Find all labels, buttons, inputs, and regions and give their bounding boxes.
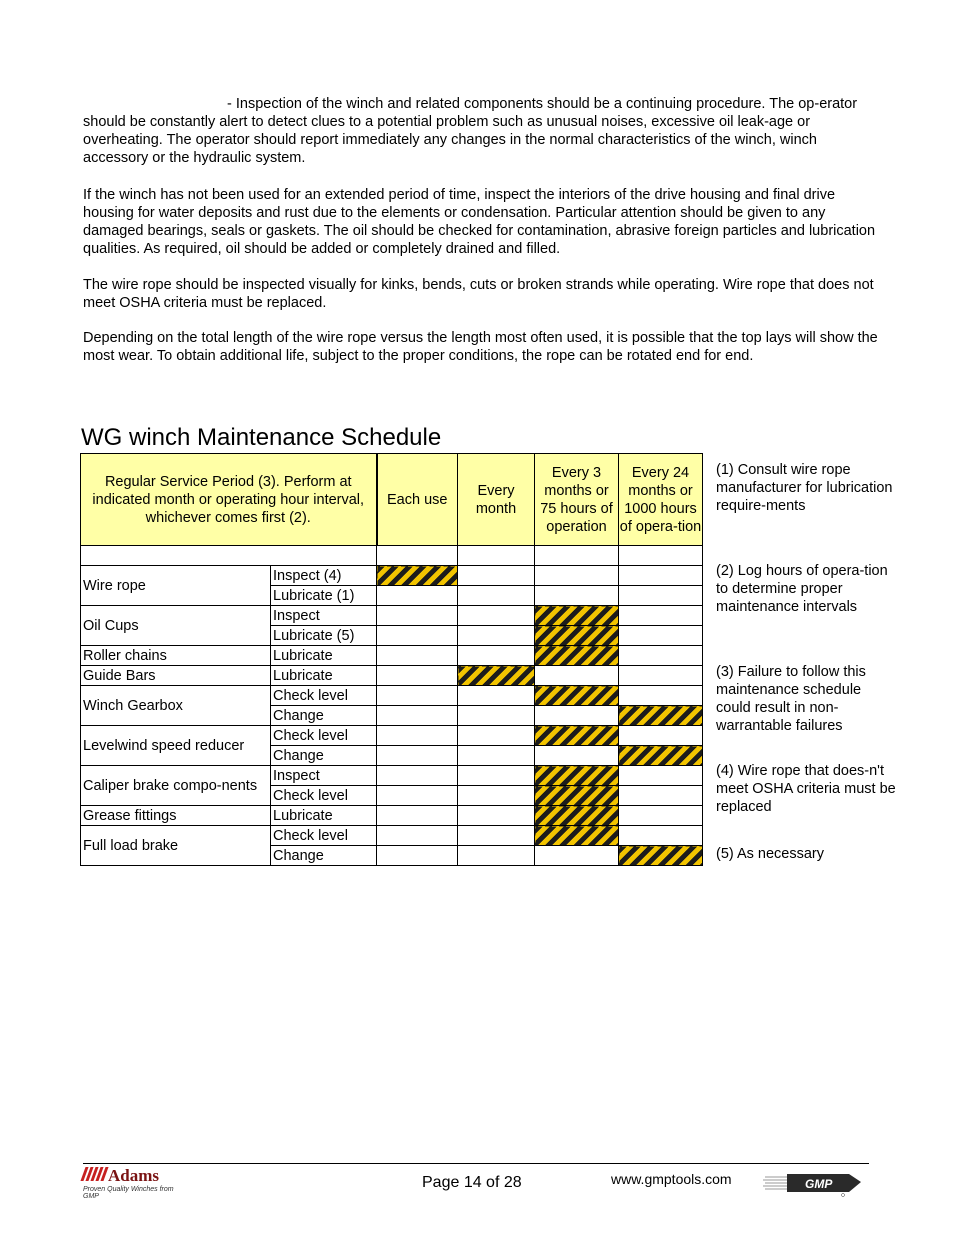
spacer-cell: [535, 546, 619, 566]
item-name: Levelwind speed reducer: [81, 726, 271, 766]
item-name: Guide Bars: [81, 666, 271, 686]
empty-cell: [458, 606, 535, 626]
empty-cell: [377, 746, 458, 766]
empty-cell: [458, 566, 535, 586]
item-name: Roller chains: [81, 646, 271, 666]
maintenance-schedule-table: [80, 453, 703, 866]
hazard-mark: [377, 566, 458, 586]
gmp-logo-icon: [763, 1168, 863, 1198]
item-name: Wire rope: [81, 566, 271, 606]
empty-cell: [458, 786, 535, 806]
note-2: (2) Log hours of opera-tion to determine proper maintenance intervals: [716, 563, 888, 615]
website-link[interactable]: www.gmptools.com: [611, 1171, 732, 1187]
task-name: Check level: [271, 826, 377, 846]
empty-cell: [619, 586, 703, 606]
hazard-mark: [535, 786, 619, 806]
empty-cell: [619, 666, 703, 686]
schedule-row: [81, 766, 703, 786]
task-name: Lubricate (5): [271, 626, 377, 646]
empty-cell: [377, 646, 458, 666]
spacer-cell: [458, 546, 535, 566]
gmp-logo: [763, 1168, 863, 1203]
empty-cell: [458, 646, 535, 666]
empty-cell: [619, 626, 703, 646]
empty-cell: [377, 626, 458, 646]
empty-cell: [619, 826, 703, 846]
empty-cell: [458, 706, 535, 726]
empty-cell: [619, 766, 703, 786]
service-period-header: Regular Service Period (3). Perform at indicated month or operating hour interval, whichever comes first (2).: [81, 454, 377, 546]
empty-cell: [458, 846, 535, 866]
task-name: Lubricate: [271, 646, 377, 666]
task-name: Change: [271, 706, 377, 726]
task-name: Change: [271, 846, 377, 866]
empty-cell: [377, 606, 458, 626]
item-name: Winch Gearbox: [81, 686, 271, 726]
hazard-mark: [535, 766, 619, 786]
item-name: Caliper brake compo-nents: [81, 766, 271, 806]
task-name: Inspect: [271, 606, 377, 626]
schedule-row: [81, 646, 703, 666]
empty-cell: [377, 726, 458, 746]
empty-cell: [377, 706, 458, 726]
note-4: (4) Wire rope that does-n't meet OSHA criteria must be replaced: [716, 763, 896, 815]
empty-cell: [458, 686, 535, 706]
adams-logo: [83, 1166, 183, 1200]
hazard-mark: [535, 726, 619, 746]
adams-stripes-icon: [83, 1167, 108, 1186]
hazard-mark: [619, 706, 703, 726]
note-3: (3) Failure to follow this maintenance schedule could result in non-warrantable failures: [716, 664, 866, 734]
hazard-mark: [535, 686, 619, 706]
task-name: Lubricate (1): [271, 586, 377, 606]
empty-cell: [535, 586, 619, 606]
empty-cell: [458, 826, 535, 846]
empty-cell: [458, 586, 535, 606]
note-5: (5) As necessary: [716, 846, 824, 862]
item-name: Oil Cups: [81, 606, 271, 646]
task-name: Lubricate: [271, 806, 377, 826]
empty-cell: [458, 746, 535, 766]
empty-cell: [619, 806, 703, 826]
hazard-mark: [458, 666, 535, 686]
schedule-row: [81, 666, 703, 686]
note-1: (1) Consult wire rope manufacturer for lubrication require-ments: [716, 462, 893, 514]
intro-paragraph-storage: If the winch has not been used for an extended period of time, inspect the interiors of the drive housing and final drive housing for water deposits and rust due to the elements or condensation. Particular attention should be given to any damaged bearings, seals or gaskets. The oil should be checked for contamination, abrasive foreign particles and lubrication qualities. As required, oil should be added or completely drained and filled.: [83, 187, 876, 257]
spacer-cell: [619, 546, 703, 566]
task-name: Inspect: [271, 766, 377, 786]
adams-tagline: Proven Quality Winches from GMP: [83, 1186, 174, 1200]
gmp-wordmark: GMP: [805, 1177, 833, 1191]
empty-cell: [535, 746, 619, 766]
col-every-month-header: Every month: [458, 454, 535, 546]
empty-cell: [377, 806, 458, 826]
task-name: Inspect (4): [271, 566, 377, 586]
adams-wordmark: Adams: [108, 1166, 160, 1185]
task-name: Lubricate: [271, 666, 377, 686]
empty-cell: [535, 666, 619, 686]
empty-cell: [377, 586, 458, 606]
empty-cell: [619, 686, 703, 706]
col-each-use-header: Each use: [377, 454, 458, 546]
schedule-title: WG winch Maintenance Schedule: [81, 424, 442, 451]
schedule-row: [81, 606, 703, 626]
empty-cell: [377, 846, 458, 866]
intro-paragraph-rotation: Depending on the total length of the wire rope versus the length most often used, it is possible that the top lays will show the most wear. To obtain additional life, subject to the proper conditions, the rope can be rotated end for end.: [83, 330, 878, 364]
schedule-row: [81, 826, 703, 846]
task-name: Check level: [271, 686, 377, 706]
empty-cell: [377, 786, 458, 806]
empty-cell: [377, 826, 458, 846]
task-name: Check level: [271, 786, 377, 806]
empty-cell: [458, 766, 535, 786]
hazard-mark: [535, 626, 619, 646]
spacer-cell: [81, 546, 377, 566]
empty-cell: [619, 786, 703, 806]
empty-cell: [535, 706, 619, 726]
footer-divider: [83, 1163, 869, 1164]
item-name: Grease fittings: [81, 806, 271, 826]
schedule-row: [81, 566, 703, 586]
schedule-row: [81, 806, 703, 826]
empty-cell: [458, 626, 535, 646]
empty-cell: [619, 646, 703, 666]
empty-cell: [377, 766, 458, 786]
item-name: Full load brake: [81, 826, 271, 866]
hazard-mark: [535, 606, 619, 626]
empty-cell: [377, 666, 458, 686]
hazard-mark: [619, 846, 703, 866]
empty-cell: [619, 566, 703, 586]
spacer-cell: [377, 546, 458, 566]
schedule-row: [81, 726, 703, 746]
task-name: Change: [271, 746, 377, 766]
col-every-24-months-header: Every 24 months or 1000 hours of opera-tion: [619, 454, 703, 546]
spacer-row: [81, 546, 703, 566]
hazard-mark: [535, 646, 619, 666]
empty-cell: [535, 566, 619, 586]
empty-cell: [458, 726, 535, 746]
empty-cell: [535, 846, 619, 866]
page-number: Page 14 of 28: [422, 1174, 522, 1191]
schedule-header-row: [81, 454, 703, 546]
hazard-mark: [619, 746, 703, 766]
empty-cell: [619, 726, 703, 746]
empty-cell: [619, 606, 703, 626]
intro-paragraph-inspection: - Inspection of the winch and related components should be a continuing procedure. The op-erator should be constantly alert to detect clues to a potential problem such as unusual noises, excessive oil leak-age or overheating. The operator should report immediately any changes in the normal characteristics of the winch, winch accessory or the hydraulic system.: [83, 96, 858, 166]
schedule-row: [81, 686, 703, 706]
empty-cell: [458, 806, 535, 826]
task-name: Check level: [271, 726, 377, 746]
col-every-3-months-header: Every 3 months or 75 hours of operation: [535, 454, 619, 546]
intro-paragraph-wire-rope: The wire rope should be inspected visually for kinks, bends, cuts or broken strands while operating. Wire rope that does not meet OSHA criteria must be replaced.: [83, 277, 874, 311]
hazard-mark: [535, 806, 619, 826]
empty-cell: [377, 686, 458, 706]
hazard-mark: [535, 826, 619, 846]
